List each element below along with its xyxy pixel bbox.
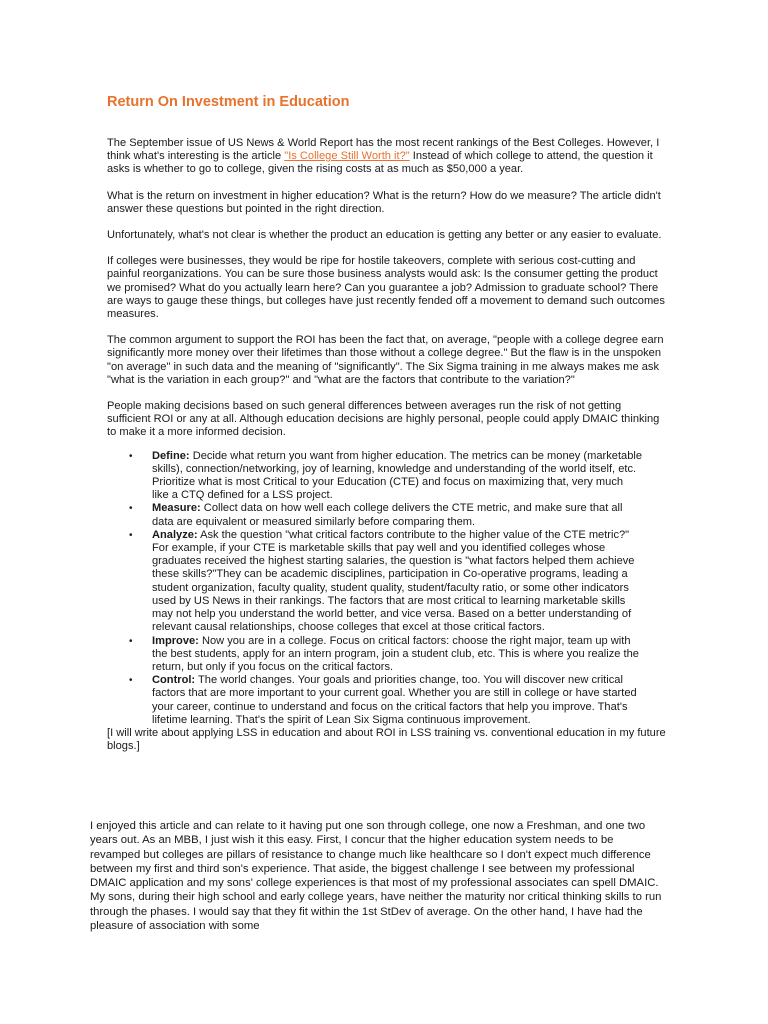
future-blogs-note: [I will write about applying LSS in education and about ROI in LSS training vs. conventional education in my future blogs.]: [107, 726, 666, 753]
paragraph-businesses: If colleges were businesses, they would be ripe for hostile takeovers, complete with serious cost-cutting and painful reorganizations. You can be sure those business analysts would ask: Is the consumer getting the product we promised? What do you actually learn here? Can you guarantee a job? Admission to graduate school? There are ways to gauge these things, but colleges have just recently fended off a movement to demand such outcomes measures.: [107, 255, 665, 321]
paragraph-roi-question: What is the return on investment in higher education? What is the return? How do we measure? The article didn't answer these questions but pointed in the right direction.: [107, 189, 661, 215]
bullet-icon: •: [129, 503, 133, 515]
article-body: [107, 137, 667, 766]
paragraph-common-argument: The common argument to support the ROI has been the fact that, on average, "people with a college degree earn significantly more money over their lifetimes than those without a college degree." But the flaw is in the unspoken "on average" in such data and the meaning of "significantly". The Six Sigma training in me always makes me ask "what is the variation in each group?" and "what are the factors that contribute to the variation?": [107, 334, 664, 386]
intro-text-after: Instead of which college to attend, the question it asks is whether to go to college, given the rising costs at as much as $50,000 a year.: [107, 150, 653, 176]
intro-text-before: The September issue of US News & World Report has the most recent rankings of the Best Colleges. However, I think what's interesting is the article: [107, 137, 660, 163]
list-item: [129, 449, 643, 503]
reader-comment: I enjoyed this article and can relate to it having put one son through college, one now a Freshman, and one two years out. As an MBB, I just wish it this easy. First, I concur that the higher education system needs to be revamped but colleges are pillars of resistance to change much like healthcare so I don't expect much difference between my first and third son's experience. That aside, the biggest challenge I see between my professional DMAIC application and my sons' college experiences is that most of my professional associates can spell DMAIC. My sons, during their high school and early college years, have neither the maturity nor critical thinking skills to run through the phases. I would say that they fit within the 1st StDev of average. On the other hand, I have had the pleasure of association with some: [90, 820, 662, 933]
paragraph-intro: [107, 137, 667, 177]
article-title: Return On Investment in Education: [107, 94, 350, 110]
step-label: Improve:: [152, 634, 199, 647]
step-text: Collect data on how well each college delivers the CTE metric, and make sure that all data are equivalent or measured similarly before comparing them.: [152, 502, 623, 528]
step-label: Measure:: [152, 502, 201, 515]
step-label: Define:: [152, 449, 190, 462]
bullet-icon: •: [129, 450, 133, 462]
step-text: Ask the question "what critical factors contribute to the higher value of the CTE metric?" For example, if your CTE is marketable skills that pay well and you identified colleges whose graduates received the highest starting salaries, the question is "what factors helped them achieve these skills?"They can be academic disciplines, participation in Co-operative programs, leading a student organization, faculty quality, student quality, student/faculty ratio, or some other indicators used by US News in their rankings. The factors that are most critical to learning marketable skills may not help you understand the world better, and vice versa. Based on a better understanding of relevant causal relationships, choose colleges that excel at those critical factors.: [152, 528, 635, 634]
step-text: Decide what return you want from higher education. The metrics can be money (marketable skills), connection/networking, joy of learning, knowledge and understanding of the world itself, etc. Prioritize what is most Critical to your Education (CTE) and focus on maximizing that, very much like a CTQ defined for a LSS project.: [152, 449, 643, 502]
step-text: Now you are in a college. Focus on critical factors: choose the right major, team up with the best students, apply for an intern program, join a student club, etc. This is where you realize the return, but only if you focus on the critical factors.: [152, 634, 639, 673]
list-item: [129, 528, 642, 635]
list-item: [129, 502, 642, 528]
bullet-icon: •: [129, 675, 133, 687]
article-link[interactable]: "Is College Still Worth it?": [284, 150, 410, 163]
list-item: [129, 634, 642, 675]
step-label: Analyze:: [152, 528, 198, 541]
list-item: [129, 674, 642, 727]
bullet-icon: •: [129, 529, 133, 541]
bullet-icon: •: [129, 635, 133, 647]
dmaic-list: [107, 450, 642, 727]
step-text: The world changes. Your goals and priorities change, too. You will discover new critical factors that are more important to your current goal. Whether you are still in college or have started your career, continue to understand and focus on the critical factors that help you improve. That's lifetime learning. That's the spirit of Lean Six Sigma continuous improvement.: [152, 674, 637, 726]
paragraph-unclear: Unfortunately, what's not clear is whether the product an education is getting any better or any easier to evaluate.: [107, 229, 662, 242]
paragraph-dmaic-intro: People making decisions based on such general differences between averages run the risk of not getting sufficient ROI or any at all. Although education decisions are highly personal, people could apply DMAIC thinking to make it a more informed decision.: [107, 400, 660, 439]
step-label: Control:: [152, 674, 196, 687]
